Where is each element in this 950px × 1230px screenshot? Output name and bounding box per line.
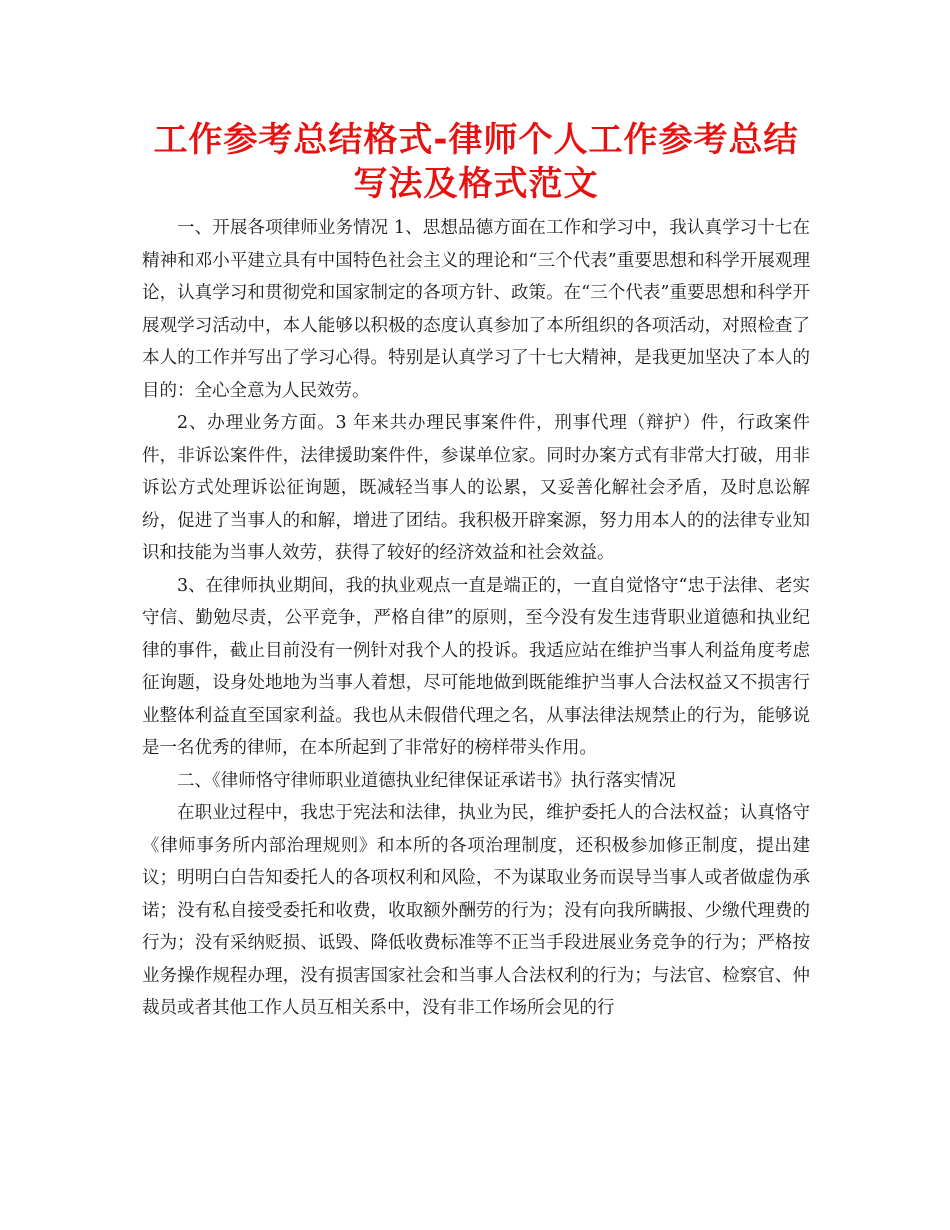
paragraph-1: 一、开展各项律师业务情况 1、思想品德方面在工作和学习中，我认真学习十七在精神和邓小平建立具有中国特色社会主义的理论和“三个代表”重要思想和科学开展观理论，认真学习和贯彻党和国家制定的各项方针、政策。在“三个代表”重要思想和科学开展观学习活动中，本人能够以积极的态度认真参加了本所组织的各项活动，对照检查了本人的工作并写出了学习心得。特别是认真学习了十七大精神，是我更加坚决了本人的目的：全心全意为人民效劳。 [142,218,810,401]
paragraph-2: 2、办理业务方面。3 年来共办理民事案件件，刑事代理（辩护）件，行政案件件，非诉讼案件件，法律援助案件件，参谋单位家。同时办案方式有非常大打破，用非诉讼方式处理诉讼征询题，既减轻当事人的讼累，又妥善化解社会矛盾，及时息讼解纷，促进了当事人的和解，增进了团结。我积极开辟案源，努力用本人的的法律专业知识和技能为当事人效劳，获得了较好的经济效益和社会效益。 [142,413,810,563]
paragraph-3: 3、在律师执业期间，我的执业观点一直是端正的，一直自觉恪守“忠于法律、老实守信、勤勉尽责，公平竞争，严格自律”的原则，至今没有发生违背职业道德和执业纪律的事件，截止目前没有一例针对我个人的投诉。我适应站在维护当事人利益角度考虑征询题，设身处地地为当事人着想，尽可能地做到既能维护当事人合法权益又不损害行业整体利益直至国家利益。我也从未假借代理之名，从事法律法规禁止的行为，能够说是一名优秀的律师，在本所起到了非常好的榜样带头作用。 [142,575,810,758]
document-title: 工作参考总结格式-律师个人工作参考总结写法及格式范文 [153,120,799,204]
paragraph-4: 在职业过程中，我忠于宪法和法律，执业为民，维护委托人的合法权益；认真恪守《律师事务所内部治理规则》和本所的各项治理制度，还积极参加修正制度，提出建议；明明白白告知委托人的各项权利和风险，不为谋取业务而误导当事人或者做虚伪承诺；没有私自接受委托和收费，收取额外酬劳的行为；没有向我所瞒报、少缴代理费的行为；没有采纳贬损、诋毁、降低收费标准等不正当手段进展业务竞争的行为；严格按业务操作规程办理，没有损害国家社会和当事人合法权利的行为；与法官、检察官、仲裁员或者其他工作人员互相关系中，没有非工作场所会见的行 [142,803,810,1018]
section-heading-2: 二、《律师恪守律师职业道德执业纪律保证承诺书》执行落实情况 [177,770,676,791]
document-body [142,212,810,1025]
